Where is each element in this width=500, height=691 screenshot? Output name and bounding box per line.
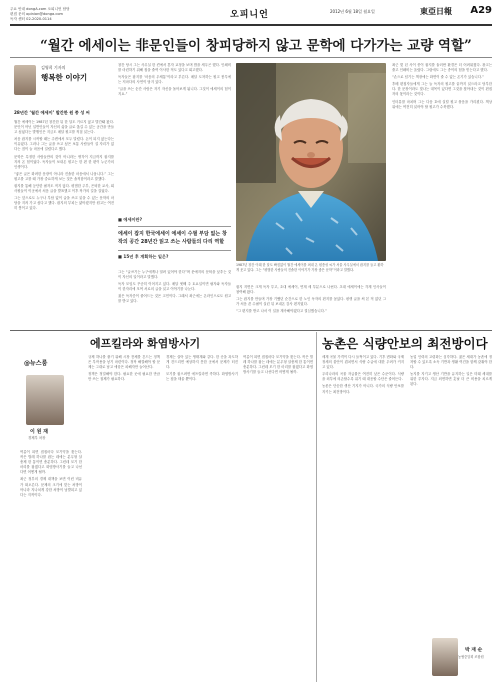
paragraph: “좋은 글은 화려한 문장이 아니라 진솔한 마음에서 나옵니다.” 그는 원고를 고를 때 가장 중요하게 보는 것은 솔직함이라고 말했다. xyxy=(14,171,114,181)
column-headline: 에프킬라와 화염방사기 xyxy=(90,337,201,350)
column-name: 행복한 이야기 xyxy=(41,73,88,82)
paragraph: 농촌은 단순한 생산 기지가 아니다. 국가의 식량 안보를 지키는 최전방이다. xyxy=(322,384,404,394)
right-column-body-2 xyxy=(410,355,492,633)
section-divider xyxy=(10,330,492,331)
page-number: A29 xyxy=(470,5,492,16)
paragraph: 경제는 살아 있는 생태계와 같다. 한 곳을 과도하게 건드리면 예상하지 못한 곳에서 문제가 터진다. xyxy=(166,355,238,370)
contact-line: 주요 안내 dongA.com 오피니언 담당 xyxy=(10,7,70,11)
pull-quote: 에세이 잡지 한국에세이 에세이 수필 부담 없는 창작의 공간 28년간 읽고 쓰는 사람들의 다리 역할 xyxy=(118,226,231,251)
column-divider xyxy=(316,332,317,682)
qa-question: ■ 15년 후 계획하는 일은? xyxy=(118,254,169,260)
photo-caption: 1987년 창간 이래 한 달도 빠짐없이 월간 에세이를 펴내 온 원종성 씨가 서울 사무실에서 잡지를 들고 환하게 웃고 있다. 그는 “평범한 사람들의 진솔한 이야기가 가장 좋은 문학”이라고 말했다. xyxy=(236,263,384,272)
paragraph: 잡지 지면은 크게 독자 투고, 초대 에세이, 연재 세 부분으로 나뉜다. 초대 에세이에는 각계 인사들이 참여해 왔다. xyxy=(236,285,386,295)
paragraph: 최근 정부의 경제 대책을 보면 이런 비유가 떠오른다. 문제의 크기에 맞는 처방이 아니라 지나치게 강한 처방이 남발되고 있다는 지적이다. xyxy=(20,477,82,497)
feature-column-5 xyxy=(392,63,492,327)
headline-rule xyxy=(10,57,492,58)
paragraph: 그는 “글쓰기는 누구에게나 열려 있어야 한다”며 문예지의 문턱을 낮추는 것이 자신의 일이라고 말했다. xyxy=(118,270,231,280)
byline xyxy=(14,63,109,107)
section-title: 오피니언 xyxy=(230,10,269,20)
reporter-photo xyxy=(14,65,36,95)
paragraph: 규제 하나를 풀기 위해 시장 전체를 흔드는 정책은 부작용을 낳기 마련이다. 정작 해결해야 할 문제는 그대로 남고 애꿎은 피해자만 늘어난다. xyxy=(88,355,160,370)
qa-box xyxy=(118,215,231,263)
left-column-body-1 xyxy=(20,450,82,680)
paragraph: 인터뷰를 마치며 그는 다음 호에 실릴 원고 묶음을 가리켰다. 책상 위에는 여전히 읽어야 할 원고가 수북했다. xyxy=(392,99,492,109)
feature-column-1 xyxy=(14,120,114,325)
column-headline: 농촌은 식량안보의 최전방이다 xyxy=(322,336,488,351)
issue-date: 2012년 6월 18일 월요일 xyxy=(330,9,375,14)
paragraph: 젊은 독자층이 줄어드는 것은 고민이다. 그래서 최근에는 온라인으로도 원고를 받고 있다. xyxy=(118,294,231,304)
author-name: 박 재 순 xyxy=(465,648,483,653)
left-column-body-2 xyxy=(88,355,160,680)
author-photo xyxy=(432,638,458,676)
paragraph: 월간 에세이는 1987년 창간한 뒤 한 달도 거르지 않고 발간돼 왔다. 문인이 아닌 일반인들이 자신의 삶을 글로 옮길 수 있는 공간을 만들고 싶었다는 발행인은 지금도 매달 원고를 직접 읽는다. xyxy=(14,120,114,135)
paragraph: 잡지를 통해 등단한 필자도 적지 않다. 평범한 주부, 은퇴한 교사, 회사원들이 이곳에서 처음 글을 발표했고 이후 작가의 길을 걸었다. xyxy=(14,184,114,194)
paragraph: 문학은 특정한 사람들만의 것이 아니라는 생각이 지금까지 잡지를 지켜 온 힘이었다. 독자들이 보내온 원고는 한 편 한 편이 누군가의 인생이다. xyxy=(14,154,114,169)
paragraph: 농지를 지키고 생산 기반을 유지하는 일은 미래 세대를 위한 투자다. 지금 외면하면 훗날 더 큰 비용을 치르게 된다. xyxy=(410,372,492,387)
qa-question: ■ 에세이란? xyxy=(118,217,143,222)
paragraph: 농업 인력의 고령화는 심각하다. 젊은 세대가 농촌에 정착할 수 있도록 소득 기반과 생활 여건을 함께 갖춰야 한다. xyxy=(410,355,492,370)
paragraph: “그 편지를 받고 나서 이 일을 계속해야겠다고 결심했습니다.” xyxy=(236,309,327,314)
feature-headline: “월간 에세이는 非문인들이 창피당하지 않고 문학에 다가가는 교량 역할” xyxy=(40,38,472,54)
feature-column-4 xyxy=(236,285,386,327)
paragraph: 처음 잡지를 시작할 때는 주변에서 모두 말렸다. 돈이 되지 않는다는 이유였다. 그러나 그는 글을 쓰고 싶은 보통 사람들이 설 자리가 없다는 점이 늘 마음에 걸렸다고 했다. xyxy=(14,137,114,152)
header-contacts xyxy=(10,7,120,22)
paragraph: 최근 몇 년 사이 종이 잡지를 둘러싼 환경은 더 어려워졌다. 광고는 줄고 인쇄비는 올랐다. 그럼에도 그는 종이의 힘을 믿는다고 했다. xyxy=(392,63,492,73)
paragraph: 우리나라의 곡물 자급률은 여전히 낮은 수준이다. 식량을 외부에 의존할수록 위기 때 대응할 수단은 줄어든다. xyxy=(322,372,404,382)
interview-photo xyxy=(236,63,386,261)
portrait-illustration xyxy=(236,63,386,261)
paragraph: “손으로 넘기는 책장에는 화면이 줄 수 없는 온기가 있습니다.” xyxy=(392,75,484,80)
author-title: 경제부 차장 xyxy=(28,436,46,440)
header-rule xyxy=(10,24,492,26)
right-column-body-1 xyxy=(322,355,404,680)
lede: 28년간 ‘월간 에세이’ 발간한 원 종 성 씨 xyxy=(14,110,90,115)
paragraph: 여름이 되면 집집마다 모기약을 찾는다. 작은 벌레 하나를 잡는 데에는 분무형 살충제 한 통이면 충분하다. 그런데 모기 한 마리를 잡겠다고 화염방사기를 들고 나선다면 어떻게 될까. xyxy=(20,450,82,475)
paragraph: 그는 잡지를 만들며 가장 기뻤던 순간으로 한 노인 독자의 편지를 꼽았다. 평생 글을 써 본 적 없던 그가 처음 쓴 수필이 실린 뒤 보내온 감사 편지였다. xyxy=(236,297,386,307)
paragraph: 그는 앞으로도 누구나 부담 없이 글을 쓰고 읽을 수 있는 문학의 마당을 지켜 가고 싶다고 했다. 잡지의 부피는 얇아졌지만 원고는 여전히 쌓이고 있다. xyxy=(14,196,114,211)
paragraph: 세계 곡물 가격이 다시 들썩이고 있다. 기후 변화와 국제 정세의 불안이 겹치면서 식량 수급에 대한 우려가 커지고 있다. xyxy=(322,355,404,370)
paragraph: 후배 편집자들에게 그는 늘 독자의 원고를 끝까지 읽으라고 당부한다. 한 문장이라도 빛나는 대목이 있다면 그것을 찾아내는 것이 편집자의 몫이라는 것이다. xyxy=(392,82,492,97)
masthead-logo: 東亞日報 xyxy=(420,6,452,16)
author-title: 농협중앙회 조합원 xyxy=(458,655,484,659)
paragraph: 여름이 되면 집집마다 모기약을 찾는다. 작은 벌레 하나를 잡는 데에는 분무형 살충제 한 통이면 충분하다. 그런데 모기 한 마리를 잡겠다고 화염방사기를 들고 나선다면 어떻게 될까. xyxy=(243,355,313,375)
left-column-body-4 xyxy=(243,355,313,680)
feature-column-2b xyxy=(118,270,231,328)
contact-line: 독자 센터 02-2020-0114 xyxy=(10,17,52,21)
paragraph: 창간 당시 그는 사무실 한 켠에서 혼자 교정을 보며 밤을 새우곤 했다. 인쇄비를 마련하기 위해 집을 줄여 이사한 적도 있다고 회고했다. xyxy=(118,63,231,73)
paragraph: “글을 쓰는 순간 사람은 자기 자신을 돌아보게 됩니다. 그것이 에세이의 힘이지요.” xyxy=(118,87,231,97)
paragraph: 모기를 잡으려면 에프킬라면 족하다. 화염방사기는 집을 태울 뿐이다. xyxy=(166,372,238,382)
author-photo xyxy=(26,375,64,425)
paragraph: 독자 모임도 꾸준히 이어지고 있다. 매달 셋째 주 토요일이면 필자와 독자들이 한자리에 모여 서로의 글을 읽고 이야기를 나눈다. xyxy=(118,282,231,292)
newsroom-label: @뉴스룸 xyxy=(24,360,48,367)
paragraph: 독자들은 잡지를 ‘마음의 우체통’이라고 부른다. 매달 도착하는 원고 봉투에는 저마다의 사연이 담겨 있다. xyxy=(118,75,231,85)
byline-name: 김영희 기자의 xyxy=(41,65,66,70)
author-name: 이 원 재 xyxy=(30,429,48,435)
feature-column-2 xyxy=(118,63,231,213)
contact-line: 편집 문의 opinion@donga.com xyxy=(10,12,64,16)
left-column-body-3 xyxy=(166,355,238,680)
paragraph: 정책은 정밀해야 한다. 필요한 곳에 필요한 만큼만 쓰는 절제가 필요하다. xyxy=(88,372,160,382)
